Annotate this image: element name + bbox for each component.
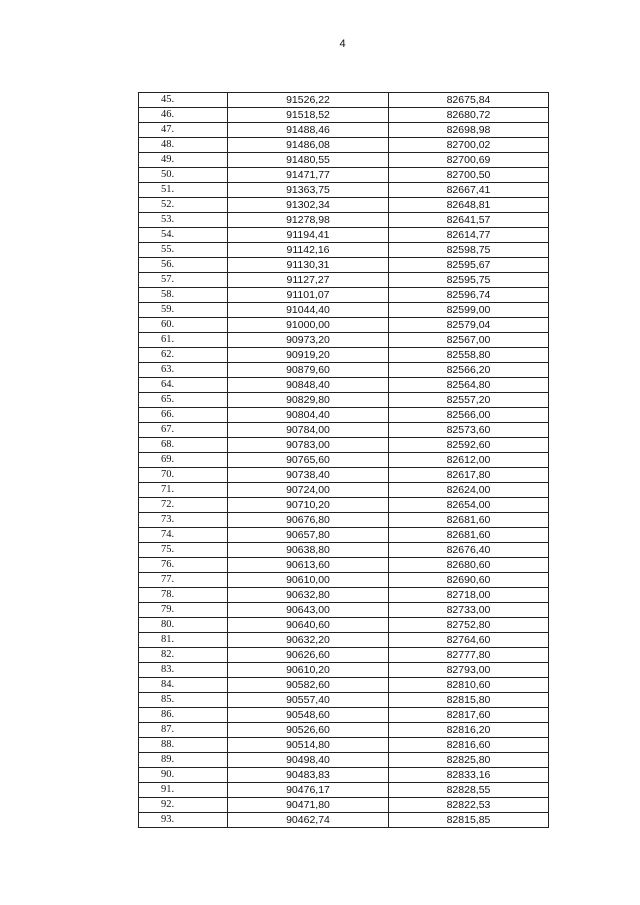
y-coordinate-cell: 82718,00: [389, 588, 549, 603]
table-row: [139, 138, 549, 153]
point-number-cell: 50.: [139, 168, 228, 183]
point-number-cell: 55.: [139, 243, 228, 258]
point-number-cell: 81.: [139, 633, 228, 648]
x-coordinate-cell: 90483,83: [228, 768, 389, 783]
x-coordinate-cell: 91130,31: [228, 258, 389, 273]
x-coordinate-cell: 91486,08: [228, 138, 389, 153]
x-coordinate-cell: 90613,60: [228, 558, 389, 573]
table-row: [139, 213, 549, 228]
x-coordinate-cell: 90879,60: [228, 363, 389, 378]
x-coordinate-cell: 91127,27: [228, 273, 389, 288]
x-coordinate-cell: 90848,40: [228, 378, 389, 393]
x-coordinate-cell: 90765,60: [228, 453, 389, 468]
table-row: [139, 633, 549, 648]
point-number-cell: 58.: [139, 288, 228, 303]
x-coordinate-cell: 90610,00: [228, 573, 389, 588]
point-number-cell: 68.: [139, 438, 228, 453]
table-row: [139, 258, 549, 273]
x-coordinate-cell: 90626,60: [228, 648, 389, 663]
point-number-cell: 89.: [139, 753, 228, 768]
y-coordinate-cell: 82793,00: [389, 663, 549, 678]
x-coordinate-cell: 90738,40: [228, 468, 389, 483]
table-row: [139, 603, 549, 618]
x-coordinate-cell: 90783,00: [228, 438, 389, 453]
x-coordinate-cell: 91480,55: [228, 153, 389, 168]
x-coordinate-cell: 91142,16: [228, 243, 389, 258]
x-coordinate-cell: 91044,40: [228, 303, 389, 318]
table-row: [139, 753, 549, 768]
y-coordinate-cell: 82700,50: [389, 168, 549, 183]
y-coordinate-cell: 82592,60: [389, 438, 549, 453]
x-coordinate-cell: 90676,80: [228, 513, 389, 528]
table-row: [139, 813, 549, 828]
point-number-cell: 70.: [139, 468, 228, 483]
y-coordinate-cell: 82598,75: [389, 243, 549, 258]
table-row: [139, 513, 549, 528]
x-coordinate-cell: 90557,40: [228, 693, 389, 708]
y-coordinate-cell: 82833,16: [389, 768, 549, 783]
y-coordinate-cell: 82816,60: [389, 738, 549, 753]
table-row: [139, 183, 549, 198]
table-row: [139, 93, 549, 108]
point-number-cell: 66.: [139, 408, 228, 423]
table-row: [139, 393, 549, 408]
point-number-cell: 84.: [139, 678, 228, 693]
x-coordinate-cell: 91302,34: [228, 198, 389, 213]
table-row: [139, 438, 549, 453]
y-coordinate-cell: 82690,60: [389, 573, 549, 588]
y-coordinate-cell: 82676,40: [389, 543, 549, 558]
point-number-cell: 78.: [139, 588, 228, 603]
y-coordinate-cell: 82816,20: [389, 723, 549, 738]
x-coordinate-cell: 91518,52: [228, 108, 389, 123]
table-row: [139, 798, 549, 813]
point-number-cell: 73.: [139, 513, 228, 528]
y-coordinate-cell: 82595,67: [389, 258, 549, 273]
point-number-cell: 67.: [139, 423, 228, 438]
table-row: [139, 783, 549, 798]
table-row: [139, 318, 549, 333]
x-coordinate-cell: 90973,20: [228, 333, 389, 348]
x-coordinate-cell: 91471,77: [228, 168, 389, 183]
coordinates-table: [138, 92, 549, 828]
table-row: [139, 453, 549, 468]
y-coordinate-cell: 82579,04: [389, 318, 549, 333]
point-number-cell: 53.: [139, 213, 228, 228]
y-coordinate-cell: 82564,80: [389, 378, 549, 393]
y-coordinate-cell: 82641,57: [389, 213, 549, 228]
y-coordinate-cell: 82596,74: [389, 288, 549, 303]
point-number-cell: 88.: [139, 738, 228, 753]
y-coordinate-cell: 82681,60: [389, 513, 549, 528]
y-coordinate-cell: 82822,53: [389, 798, 549, 813]
table-row: [139, 378, 549, 393]
point-number-cell: 52.: [139, 198, 228, 213]
table-row: [139, 468, 549, 483]
table-row: [139, 288, 549, 303]
point-number-cell: 76.: [139, 558, 228, 573]
point-number-cell: 90.: [139, 768, 228, 783]
point-number-cell: 86.: [139, 708, 228, 723]
table-row: [139, 618, 549, 633]
y-coordinate-cell: 82815,85: [389, 813, 549, 828]
x-coordinate-cell: 90638,80: [228, 543, 389, 558]
point-number-cell: 61.: [139, 333, 228, 348]
x-coordinate-cell: 90632,20: [228, 633, 389, 648]
table-row: [139, 423, 549, 438]
table-row: [139, 588, 549, 603]
y-coordinate-cell: 82817,60: [389, 708, 549, 723]
y-coordinate-cell: 82752,80: [389, 618, 549, 633]
table-row: [139, 573, 549, 588]
x-coordinate-cell: 90514,80: [228, 738, 389, 753]
point-number-cell: 59.: [139, 303, 228, 318]
point-number-cell: 48.: [139, 138, 228, 153]
point-number-cell: 69.: [139, 453, 228, 468]
table-row: [139, 708, 549, 723]
y-coordinate-cell: 82566,00: [389, 408, 549, 423]
y-coordinate-cell: 82614,77: [389, 228, 549, 243]
table-row: [139, 648, 549, 663]
table-row: [139, 408, 549, 423]
x-coordinate-cell: 90526,60: [228, 723, 389, 738]
point-number-cell: 71.: [139, 483, 228, 498]
point-number-cell: 63.: [139, 363, 228, 378]
x-coordinate-cell: 90476,17: [228, 783, 389, 798]
y-coordinate-cell: 82558,80: [389, 348, 549, 363]
x-coordinate-cell: 90643,00: [228, 603, 389, 618]
table-row: [139, 663, 549, 678]
table-row: [139, 738, 549, 753]
point-number-cell: 56.: [139, 258, 228, 273]
x-coordinate-cell: 90804,40: [228, 408, 389, 423]
point-number-cell: 62.: [139, 348, 228, 363]
x-coordinate-cell: 90724,00: [228, 483, 389, 498]
y-coordinate-cell: 82667,41: [389, 183, 549, 198]
table-row: [139, 543, 549, 558]
point-number-cell: 77.: [139, 573, 228, 588]
x-coordinate-cell: 90710,20: [228, 498, 389, 513]
y-coordinate-cell: 82654,00: [389, 498, 549, 513]
point-number-cell: 79.: [139, 603, 228, 618]
y-coordinate-cell: 82681,60: [389, 528, 549, 543]
y-coordinate-cell: 82680,72: [389, 108, 549, 123]
y-coordinate-cell: 82612,00: [389, 453, 549, 468]
x-coordinate-cell: 90498,40: [228, 753, 389, 768]
x-coordinate-cell: 90471,80: [228, 798, 389, 813]
point-number-cell: 74.: [139, 528, 228, 543]
table-row: [139, 273, 549, 288]
y-coordinate-cell: 82733,00: [389, 603, 549, 618]
x-coordinate-cell: 90919,20: [228, 348, 389, 363]
table-row: [139, 333, 549, 348]
table-row: [139, 123, 549, 138]
table-row: [139, 558, 549, 573]
point-number-cell: 85.: [139, 693, 228, 708]
point-number-cell: 51.: [139, 183, 228, 198]
table-row: [139, 693, 549, 708]
y-coordinate-cell: 82825,80: [389, 753, 549, 768]
y-coordinate-cell: 82624,00: [389, 483, 549, 498]
table-row: [139, 153, 549, 168]
y-coordinate-cell: 82777,80: [389, 648, 549, 663]
table-row: [139, 198, 549, 213]
point-number-cell: 83.: [139, 663, 228, 678]
point-number-cell: 91.: [139, 783, 228, 798]
y-coordinate-cell: 82617,80: [389, 468, 549, 483]
table-row: [139, 303, 549, 318]
table-row: [139, 723, 549, 738]
point-number-cell: 60.: [139, 318, 228, 333]
x-coordinate-cell: 91363,75: [228, 183, 389, 198]
x-coordinate-cell: 91488,46: [228, 123, 389, 138]
y-coordinate-cell: 82815,80: [389, 693, 549, 708]
y-coordinate-cell: 82567,00: [389, 333, 549, 348]
x-coordinate-cell: 90829,80: [228, 393, 389, 408]
x-coordinate-cell: 90582,60: [228, 678, 389, 693]
x-coordinate-cell: 90784,00: [228, 423, 389, 438]
point-number-cell: 54.: [139, 228, 228, 243]
x-coordinate-cell: 90640,60: [228, 618, 389, 633]
y-coordinate-cell: 82828,55: [389, 783, 549, 798]
table-row: [139, 678, 549, 693]
table-row: [139, 483, 549, 498]
table-row: [139, 498, 549, 513]
x-coordinate-cell: 90632,80: [228, 588, 389, 603]
x-coordinate-cell: 90610,20: [228, 663, 389, 678]
point-number-cell: 46.: [139, 108, 228, 123]
y-coordinate-cell: 82599,00: [389, 303, 549, 318]
table-row: [139, 243, 549, 258]
point-number-cell: 57.: [139, 273, 228, 288]
y-coordinate-cell: 82595,75: [389, 273, 549, 288]
point-number-cell: 64.: [139, 378, 228, 393]
point-number-cell: 72.: [139, 498, 228, 513]
point-number-cell: 65.: [139, 393, 228, 408]
x-coordinate-cell: 91194,41: [228, 228, 389, 243]
page-number: 4: [339, 38, 346, 50]
x-coordinate-cell: 91278,98: [228, 213, 389, 228]
point-number-cell: 75.: [139, 543, 228, 558]
y-coordinate-cell: 82680,60: [389, 558, 549, 573]
point-number-cell: 45.: [139, 93, 228, 108]
y-coordinate-cell: 82698,98: [389, 123, 549, 138]
table-row: [139, 768, 549, 783]
point-number-cell: 82.: [139, 648, 228, 663]
x-coordinate-cell: 90462,74: [228, 813, 389, 828]
y-coordinate-cell: 82700,69: [389, 153, 549, 168]
table-row: [139, 528, 549, 543]
point-number-cell: 80.: [139, 618, 228, 633]
point-number-cell: 87.: [139, 723, 228, 738]
y-coordinate-cell: 82700,02: [389, 138, 549, 153]
table-row: [139, 363, 549, 378]
x-coordinate-cell: 91526,22: [228, 93, 389, 108]
y-coordinate-cell: 82573,60: [389, 423, 549, 438]
y-coordinate-cell: 82675,84: [389, 93, 549, 108]
table-row: [139, 228, 549, 243]
y-coordinate-cell: 82566,20: [389, 363, 549, 378]
point-number-cell: 93.: [139, 813, 228, 828]
table-row: [139, 108, 549, 123]
y-coordinate-cell: 82557,20: [389, 393, 549, 408]
y-coordinate-cell: 82810,60: [389, 678, 549, 693]
x-coordinate-cell: 91000,00: [228, 318, 389, 333]
y-coordinate-cell: 82648,81: [389, 198, 549, 213]
point-number-cell: 92.: [139, 798, 228, 813]
point-number-cell: 49.: [139, 153, 228, 168]
x-coordinate-cell: 90657,80: [228, 528, 389, 543]
table-row: [139, 348, 549, 363]
table-row: [139, 168, 549, 183]
coordinates-table-body: [139, 93, 549, 828]
point-number-cell: 47.: [139, 123, 228, 138]
y-coordinate-cell: 82764,60: [389, 633, 549, 648]
x-coordinate-cell: 91101,07: [228, 288, 389, 303]
x-coordinate-cell: 90548,60: [228, 708, 389, 723]
